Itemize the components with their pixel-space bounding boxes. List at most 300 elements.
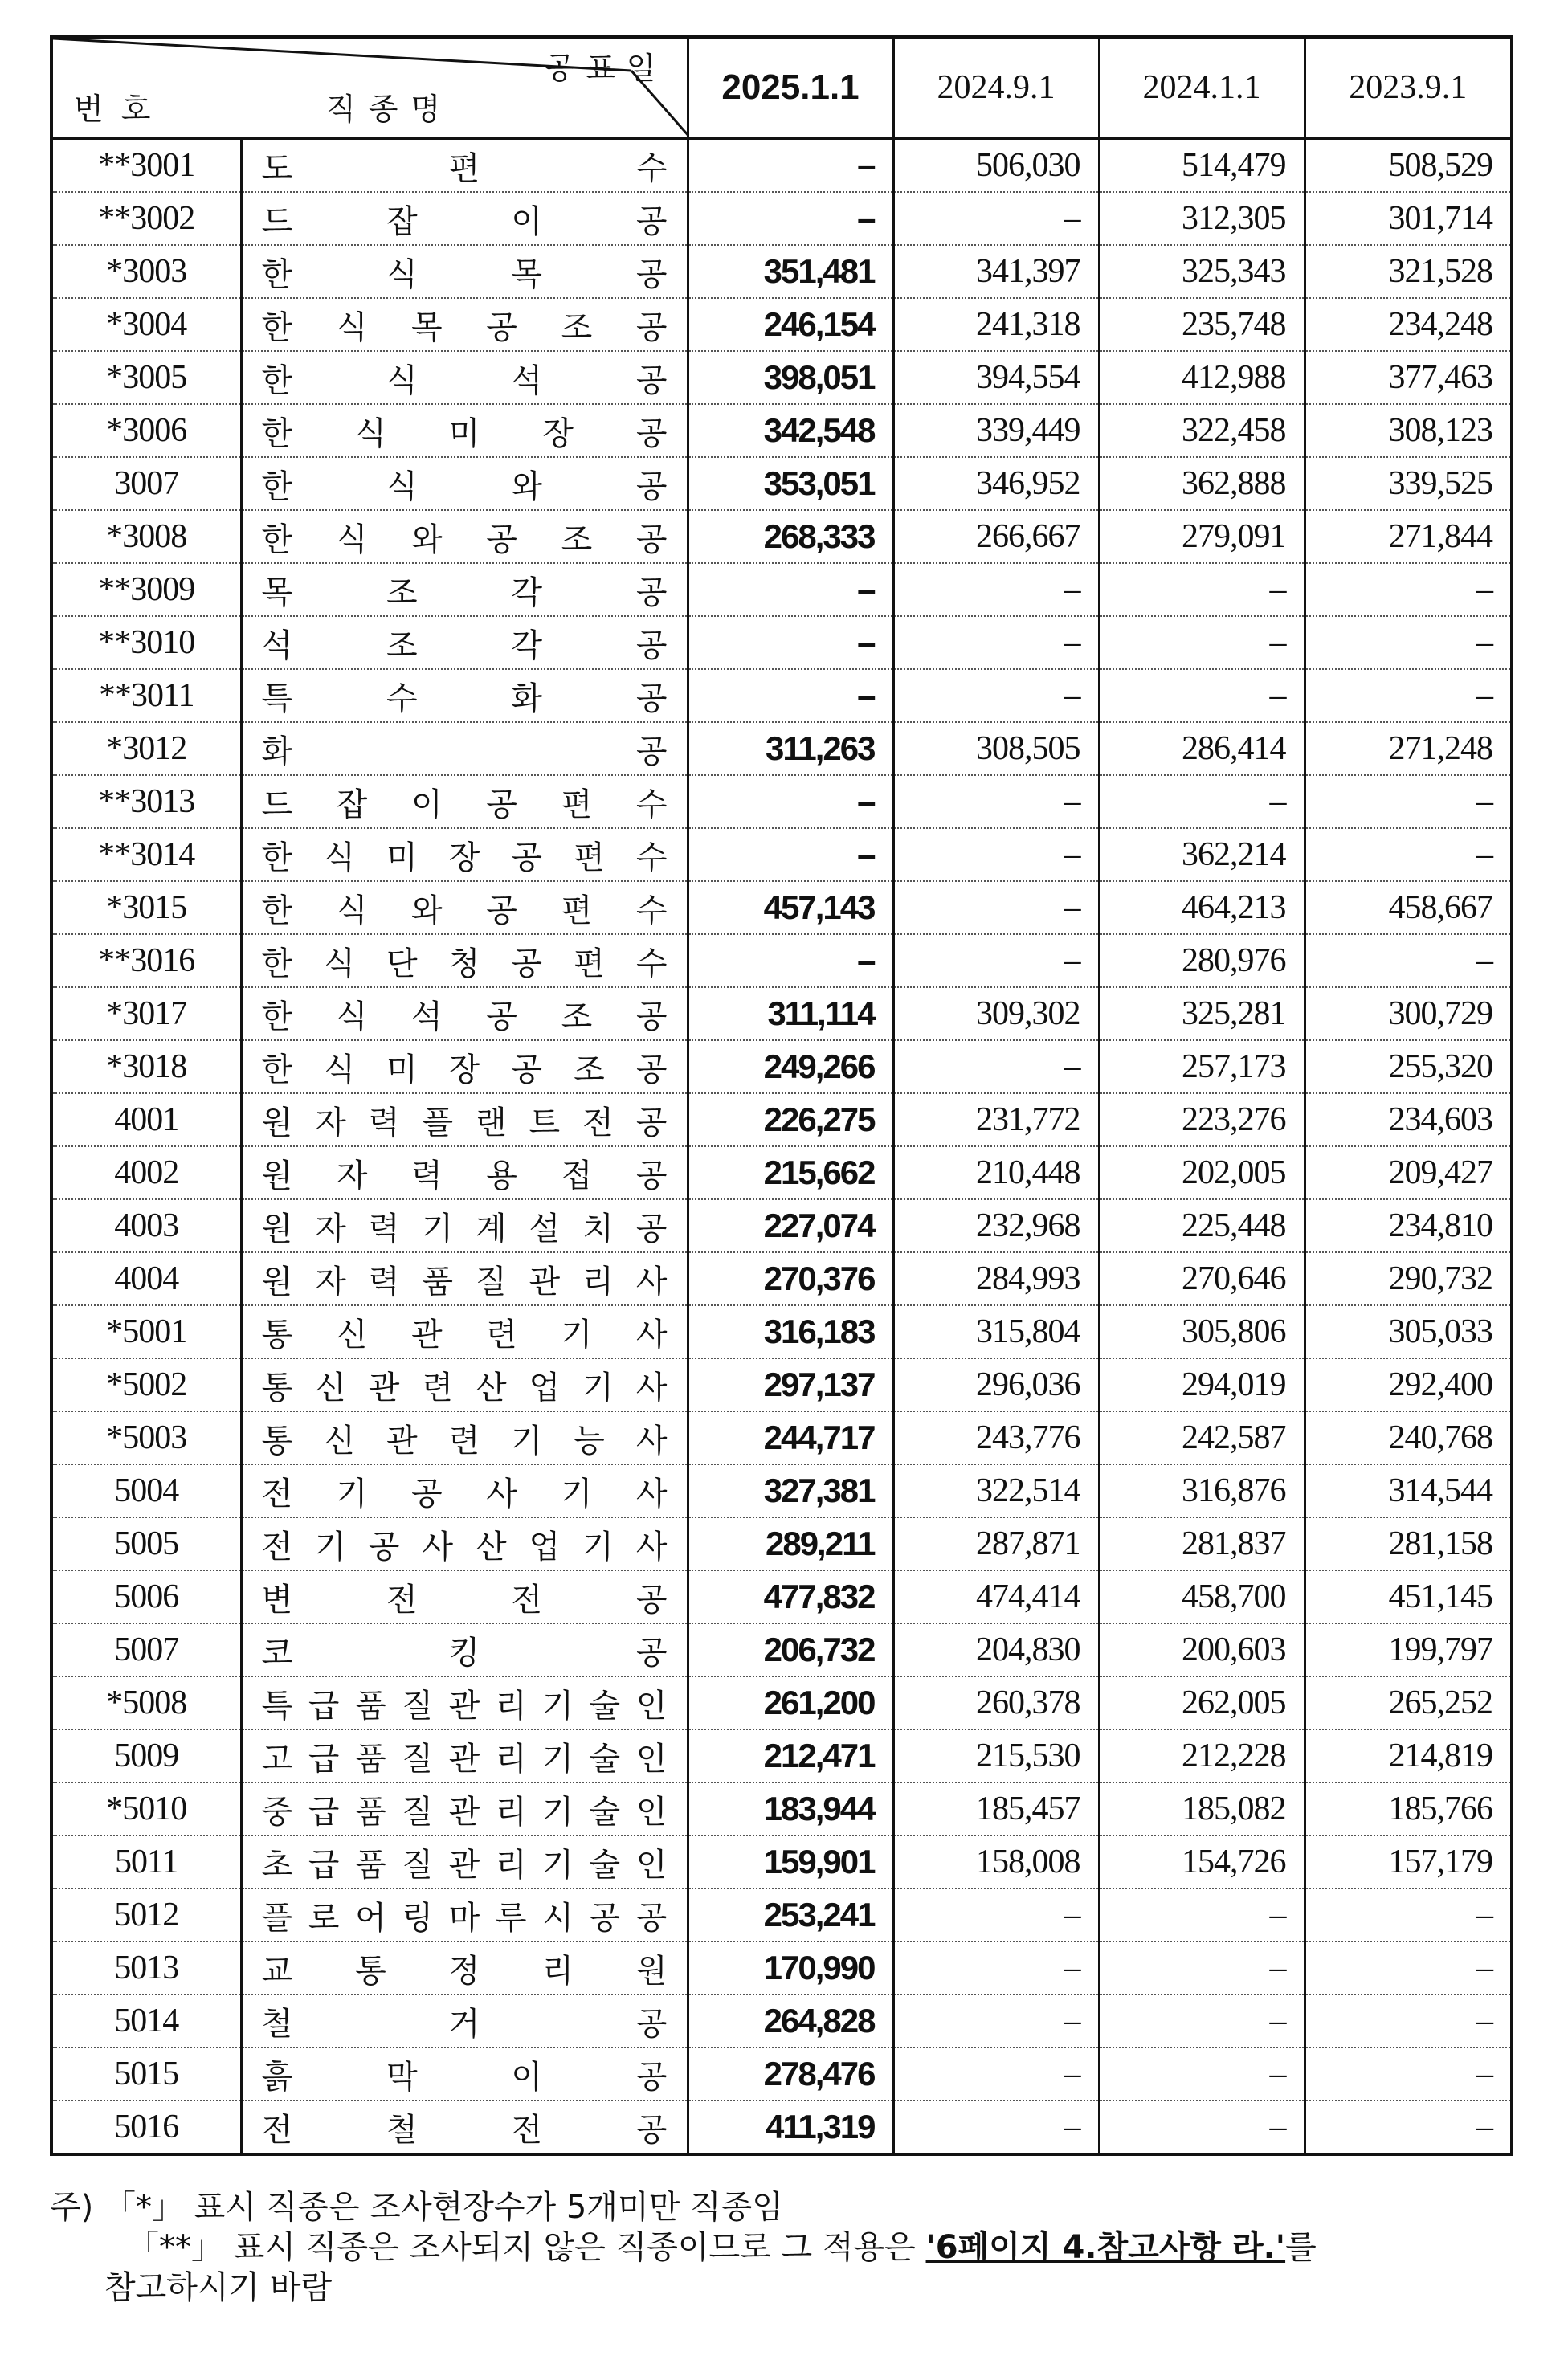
wage-value-2024-9-1: 394,554	[893, 351, 1099, 404]
table-row	[51, 1464, 1512, 1517]
table-row	[51, 1199, 1512, 1252]
wage-value-2025-1-1: 311,263	[688, 722, 893, 775]
job-name	[241, 828, 688, 881]
wage-value-2023-9-1: 308,123	[1305, 404, 1512, 457]
wage-value-2024-1-1: 185,082	[1099, 1782, 1305, 1835]
wage-value-2024-9-1: 346,952	[893, 457, 1099, 510]
job-number: 5016	[51, 2101, 241, 2154]
wage-value-2025-1-1: 289,211	[688, 1517, 893, 1570]
wage-value-2024-9-1: 185,457	[893, 1782, 1099, 1835]
job-number: *5010	[51, 1782, 241, 1835]
wage-value-2023-9-1: 451,145	[1305, 1570, 1512, 1623]
job-number: **3013	[51, 775, 241, 828]
diagonal-header-cell	[51, 37, 688, 138]
wage-value-2023-9-1: 185,766	[1305, 1782, 1512, 1835]
wage-value-2023-9-1: 292,400	[1305, 1358, 1512, 1411]
job-number: **3009	[51, 563, 241, 616]
table-row	[51, 192, 1512, 245]
wage-value-2024-9-1: 215,530	[893, 1729, 1099, 1782]
wage-value-2025-1-1: –	[688, 138, 893, 192]
job-number: 5007	[51, 1623, 241, 1676]
wage-value-2025-1-1: 215,662	[688, 1146, 893, 1199]
wage-value-2024-9-1: 260,378	[893, 1676, 1099, 1729]
job-name-text: 한 식 석 공 조 공	[261, 998, 668, 1035]
wage-value-2023-9-1: 214,819	[1305, 1729, 1512, 1782]
job-number: *3004	[51, 298, 241, 351]
wage-value-2024-1-1: –	[1099, 669, 1305, 722]
table-row	[51, 1994, 1512, 2048]
wage-value-2023-9-1: 458,667	[1305, 881, 1512, 934]
wage-value-2025-1-1: –	[688, 828, 893, 881]
footnote-line-2	[127, 2222, 1317, 2268]
wage-value-2023-9-1: –	[1305, 616, 1512, 669]
wage-value-2024-9-1: 210,448	[893, 1146, 1099, 1199]
table-body	[51, 138, 1512, 2154]
wage-value-2024-9-1: 243,776	[893, 1411, 1099, 1464]
wage-value-2024-1-1: 223,276	[1099, 1093, 1305, 1146]
wage-value-2024-9-1: 474,414	[893, 1570, 1099, 1623]
job-name-text: 원 자 력 용 접 공	[261, 1157, 668, 1194]
table-row	[51, 1623, 1512, 1676]
table-row	[51, 1941, 1512, 1994]
wage-value-2024-9-1: 284,993	[893, 1252, 1099, 1305]
wage-value-2024-1-1: 202,005	[1099, 1146, 1305, 1199]
job-number: *3018	[51, 1040, 241, 1093]
wage-value-2025-1-1: 264,828	[688, 1994, 893, 2048]
wage-value-2024-9-1: 296,036	[893, 1358, 1099, 1411]
wage-value-2024-1-1: –	[1099, 1888, 1305, 1941]
wage-value-2024-9-1: –	[893, 2048, 1099, 2101]
date-header-2023-9-1: 2023.9.1	[1305, 37, 1512, 138]
job-number: *3008	[51, 510, 241, 563]
table-row	[51, 987, 1512, 1040]
wage-value-2024-1-1: 362,214	[1099, 828, 1305, 881]
wage-value-2023-9-1: –	[1305, 1941, 1512, 1994]
wage-value-2024-1-1: 362,888	[1099, 457, 1305, 510]
job-name-text: 한 식 와 공	[261, 467, 668, 505]
job-number: **3002	[51, 192, 241, 245]
wage-value-2024-9-1: 158,008	[893, 1835, 1099, 1888]
job-name-text: 드 잡 이 공 편 수	[261, 786, 668, 823]
job-name-text: 플 로 어 링 마 루 시 공 공	[261, 1899, 668, 1937]
wage-value-2023-9-1: 234,603	[1305, 1093, 1512, 1146]
job-name-text: 한 식 목 공	[261, 255, 668, 293]
wage-value-2024-9-1: 308,505	[893, 722, 1099, 775]
wage-value-2023-9-1: 339,525	[1305, 457, 1512, 510]
wage-value-2024-9-1: –	[893, 563, 1099, 616]
wage-value-2023-9-1: 300,729	[1305, 987, 1512, 1040]
job-name-text: 원 자 력 기 계 설 치 공	[261, 1210, 668, 1247]
wage-value-2025-1-1: 477,832	[688, 1570, 893, 1623]
wage-value-2025-1-1: 212,471	[688, 1729, 893, 1782]
wage-value-2025-1-1: 244,717	[688, 1411, 893, 1464]
wage-value-2024-1-1: 286,414	[1099, 722, 1305, 775]
wage-table	[50, 35, 1513, 2156]
job-name-text: 변 전 전 공	[261, 1581, 668, 1619]
job-name	[241, 2101, 688, 2154]
table-row	[51, 510, 1512, 563]
wage-value-2025-1-1: 278,476	[688, 2048, 893, 2101]
wage-value-2024-1-1: –	[1099, 2048, 1305, 2101]
job-name	[241, 138, 688, 192]
job-name-text: 고 급 품 질 관 리 기 술 인	[261, 1740, 668, 1778]
job-number: *3015	[51, 881, 241, 934]
job-name	[241, 1994, 688, 2048]
wage-value-2023-9-1: –	[1305, 563, 1512, 616]
wage-value-2025-1-1: 268,333	[688, 510, 893, 563]
job-number: *5002	[51, 1358, 241, 1411]
footnote-line-2-tail: 를	[1285, 2229, 1317, 2266]
job-name-text: 통 신 관 련 기 능 사	[261, 1422, 668, 1460]
wage-value-2023-9-1: 377,463	[1305, 351, 1512, 404]
job-number: *3003	[51, 245, 241, 298]
job-number: 5009	[51, 1729, 241, 1782]
table-row	[51, 1358, 1512, 1411]
wage-value-2025-1-1: –	[688, 563, 893, 616]
table-row	[51, 1093, 1512, 1146]
job-name-text: 특 수 화 공	[261, 680, 668, 717]
job-name	[241, 245, 688, 298]
wage-value-2025-1-1: 411,319	[688, 2101, 893, 2154]
job-name-text: 화 공	[261, 733, 668, 770]
job-name	[241, 1888, 688, 1941]
wage-value-2024-9-1: –	[893, 616, 1099, 669]
wage-value-2024-9-1: –	[893, 1888, 1099, 1941]
job-number: *5003	[51, 1411, 241, 1464]
wage-value-2024-9-1: 232,968	[893, 1199, 1099, 1252]
wage-value-2023-9-1: 508,529	[1305, 138, 1512, 192]
wage-value-2023-9-1: 321,528	[1305, 245, 1512, 298]
wage-value-2024-1-1: 412,988	[1099, 351, 1305, 404]
wage-value-2024-1-1: –	[1099, 1941, 1305, 1994]
wage-value-2024-1-1: 225,448	[1099, 1199, 1305, 1252]
job-name-text: 초 급 품 질 관 리 기 술 인	[261, 1846, 668, 1884]
table-row	[51, 1252, 1512, 1305]
job-name	[241, 1411, 688, 1464]
job-name	[241, 616, 688, 669]
job-name	[241, 2048, 688, 2101]
job-name	[241, 457, 688, 510]
wage-value-2024-1-1: –	[1099, 616, 1305, 669]
wage-value-2023-9-1: 209,427	[1305, 1146, 1512, 1199]
footnote-line-3: 참고하시기 바람	[104, 2269, 333, 2306]
job-number: **3016	[51, 934, 241, 987]
table-row	[51, 563, 1512, 616]
wage-value-2024-1-1: 325,343	[1099, 245, 1305, 298]
job-name-text: 전 기 공 사 산 업 기 사	[261, 1528, 668, 1566]
wage-value-2024-9-1: 506,030	[893, 138, 1099, 192]
wage-value-2023-9-1: –	[1305, 934, 1512, 987]
wage-value-2025-1-1: 170,990	[688, 1941, 893, 1994]
wage-value-2025-1-1: 246,154	[688, 298, 893, 351]
job-name-text: 특 급 품 질 관 리 기 술 인	[261, 1687, 668, 1725]
wage-value-2023-9-1: 265,252	[1305, 1676, 1512, 1729]
job-name-text: 중 급 품 질 관 리 기 술 인	[261, 1793, 668, 1831]
job-name	[241, 1146, 688, 1199]
job-name	[241, 192, 688, 245]
wage-value-2025-1-1: 457,143	[688, 881, 893, 934]
job-name	[241, 1464, 688, 1517]
wage-value-2025-1-1: 270,376	[688, 1252, 893, 1305]
job-name	[241, 351, 688, 404]
table-row	[51, 1040, 1512, 1093]
job-name-text: 원 자 력 플 랜 트 전 공	[261, 1104, 668, 1141]
job-number: **3001	[51, 138, 241, 192]
table-row	[51, 669, 1512, 722]
wage-value-2024-9-1: 241,318	[893, 298, 1099, 351]
job-name-text: 원 자 력 품 질 관 리 사	[261, 1263, 668, 1300]
wage-value-2024-9-1: –	[893, 1040, 1099, 1093]
wage-value-2025-1-1: 316,183	[688, 1305, 893, 1358]
table-row	[51, 1835, 1512, 1888]
wage-value-2024-9-1: 204,830	[893, 1623, 1099, 1676]
wage-value-2025-1-1: 206,732	[688, 1623, 893, 1676]
wage-value-2024-1-1: 316,876	[1099, 1464, 1305, 1517]
job-number: 5011	[51, 1835, 241, 1888]
wage-value-2024-1-1: 281,837	[1099, 1517, 1305, 1570]
wage-value-2025-1-1: 327,381	[688, 1464, 893, 1517]
table-row	[51, 934, 1512, 987]
table-row	[51, 404, 1512, 457]
wage-value-2023-9-1: 240,768	[1305, 1411, 1512, 1464]
table-row	[51, 351, 1512, 404]
wage-value-2023-9-1: –	[1305, 2048, 1512, 2101]
wage-value-2024-1-1: –	[1099, 775, 1305, 828]
job-name	[241, 1093, 688, 1146]
job-name-text: 흙 막 이 공	[261, 2058, 668, 2096]
wage-value-2023-9-1: 255,320	[1305, 1040, 1512, 1093]
job-name	[241, 510, 688, 563]
wage-value-2024-1-1: 312,305	[1099, 192, 1305, 245]
table-row	[51, 1888, 1512, 1941]
job-name-text: 코 킹 공	[261, 1634, 668, 1672]
job-number: *3017	[51, 987, 241, 1040]
wage-value-2023-9-1: 157,179	[1305, 1835, 1512, 1888]
wage-value-2025-1-1: –	[688, 934, 893, 987]
wage-value-2024-1-1: 514,479	[1099, 138, 1305, 192]
job-number: 5012	[51, 1888, 241, 1941]
wage-value-2024-1-1: 458,700	[1099, 1570, 1305, 1623]
wage-value-2024-9-1: –	[893, 1994, 1099, 2048]
wage-value-2025-1-1: 226,275	[688, 1093, 893, 1146]
job-name	[241, 775, 688, 828]
table-row	[51, 1146, 1512, 1199]
wage-value-2024-9-1: 231,772	[893, 1093, 1099, 1146]
wage-value-2023-9-1: 281,158	[1305, 1517, 1512, 1570]
date-header-2024-9-1: 2024.9.1	[893, 37, 1099, 138]
wage-value-2025-1-1: 249,266	[688, 1040, 893, 1093]
wage-value-2024-9-1: –	[893, 192, 1099, 245]
job-number: 4001	[51, 1093, 241, 1146]
job-number: **3011	[51, 669, 241, 722]
footnote-line-2-text: 「**」 표시 직종은 조사되지 않은 직종이므로 그 적용은	[127, 2229, 926, 2266]
table-row	[51, 881, 1512, 934]
job-number: *5008	[51, 1676, 241, 1729]
wage-value-2024-1-1: 262,005	[1099, 1676, 1305, 1729]
job-name	[241, 669, 688, 722]
job-name	[241, 881, 688, 934]
wage-value-2024-9-1: 341,397	[893, 245, 1099, 298]
job-name	[241, 1623, 688, 1676]
table-row	[51, 1305, 1512, 1358]
wage-value-2024-9-1: –	[893, 881, 1099, 934]
wage-value-2024-1-1: –	[1099, 2101, 1305, 2154]
wage-value-2025-1-1: 159,901	[688, 1835, 893, 1888]
job-number: 4004	[51, 1252, 241, 1305]
job-name-text: 전 철 전 공	[261, 2111, 668, 2149]
job-name	[241, 1570, 688, 1623]
job-name-text: 한 식 미 장 공	[261, 414, 668, 452]
wage-value-2024-1-1: 212,228	[1099, 1729, 1305, 1782]
wage-value-2025-1-1: 253,241	[688, 1888, 893, 1941]
wage-value-2023-9-1: 199,797	[1305, 1623, 1512, 1676]
job-name-text: 한 식 단 청 공 편 수	[261, 945, 668, 982]
wage-value-2025-1-1: 183,944	[688, 1782, 893, 1835]
wage-value-2024-9-1: –	[893, 669, 1099, 722]
wage-value-2023-9-1: –	[1305, 828, 1512, 881]
wage-value-2024-9-1: –	[893, 1941, 1099, 1994]
job-number: 5006	[51, 1570, 241, 1623]
wage-value-2024-9-1: 309,302	[893, 987, 1099, 1040]
job-name-text: 목 조 각 공	[261, 574, 668, 611]
wage-value-2025-1-1: 261,200	[688, 1676, 893, 1729]
wage-value-2025-1-1: 297,137	[688, 1358, 893, 1411]
wage-value-2023-9-1: –	[1305, 669, 1512, 722]
wage-value-2024-1-1: –	[1099, 1994, 1305, 2048]
job-name-text: 한 식 미 장 공 조 공	[261, 1051, 668, 1088]
job-name	[241, 1729, 688, 1782]
footnote-reference: '6페이지 4.참고사항 라.'	[925, 2229, 1286, 2266]
job-number: 5013	[51, 1941, 241, 1994]
date-header-2024-1-1: 2024.1.1	[1099, 37, 1305, 138]
wage-value-2025-1-1: –	[688, 669, 893, 722]
job-name-text: 한 식 목 공 조 공	[261, 308, 668, 346]
table-row	[51, 2048, 1512, 2101]
wage-value-2024-1-1: 270,646	[1099, 1252, 1305, 1305]
wage-value-2025-1-1: 398,051	[688, 351, 893, 404]
job-name-text: 한 식 미 장 공 편 수	[261, 839, 668, 876]
wage-value-2024-9-1: –	[893, 934, 1099, 987]
wage-value-2024-9-1: –	[893, 2101, 1099, 2154]
wage-value-2025-1-1: –	[688, 616, 893, 669]
job-name	[241, 1199, 688, 1252]
job-name	[241, 1517, 688, 1570]
table-row	[51, 1782, 1512, 1835]
wage-value-2023-9-1: –	[1305, 1994, 1512, 2048]
table-row	[51, 722, 1512, 775]
wage-value-2023-9-1: 234,248	[1305, 298, 1512, 351]
job-name	[241, 1040, 688, 1093]
table-row	[51, 298, 1512, 351]
job-number: 5014	[51, 1994, 241, 2048]
job-name-text: 전 기 공 사 기 사	[261, 1475, 668, 1513]
table-row	[51, 245, 1512, 298]
wage-value-2024-9-1: 266,667	[893, 510, 1099, 563]
job-number: *3006	[51, 404, 241, 457]
announce-date-label: 공표일	[545, 51, 668, 86]
wage-value-2024-1-1: 279,091	[1099, 510, 1305, 563]
wage-value-2024-9-1: 322,514	[893, 1464, 1099, 1517]
wage-value-2025-1-1: 353,051	[688, 457, 893, 510]
job-name-text: 석 조 각 공	[261, 627, 668, 664]
wage-value-2023-9-1: –	[1305, 775, 1512, 828]
job-name	[241, 298, 688, 351]
wage-value-2024-1-1: 154,726	[1099, 1835, 1305, 1888]
wage-value-2024-1-1: 242,587	[1099, 1411, 1305, 1464]
wage-value-2024-9-1: 339,449	[893, 404, 1099, 457]
job-name-text: 철 거 공	[261, 2005, 668, 2043]
wage-value-2025-1-1: –	[688, 775, 893, 828]
job-name	[241, 404, 688, 457]
wage-value-2024-1-1: 305,806	[1099, 1305, 1305, 1358]
table-header-row	[51, 37, 1512, 138]
table-row	[51, 1517, 1512, 1570]
job-name-text: 드 잡 이 공	[261, 202, 668, 240]
wage-value-2024-9-1: –	[893, 775, 1099, 828]
wage-value-2023-9-1: 271,248	[1305, 722, 1512, 775]
number-label: 번호	[74, 92, 169, 127]
job-name-text: 한 식 와 공 조 공	[261, 521, 668, 558]
table-row	[51, 1570, 1512, 1623]
footnote-line-1: 주) 「*」 표시 직종은 조사현장수가 5개미만 직종임	[50, 2189, 783, 2226]
wage-value-2023-9-1: 271,844	[1305, 510, 1512, 563]
job-name	[241, 934, 688, 987]
wage-value-2024-9-1: –	[893, 828, 1099, 881]
job-number: **3014	[51, 828, 241, 881]
job-number: 3007	[51, 457, 241, 510]
job-name	[241, 1782, 688, 1835]
wage-value-2025-1-1: 227,074	[688, 1199, 893, 1252]
wage-value-2025-1-1: –	[688, 192, 893, 245]
job-number: *5001	[51, 1305, 241, 1358]
job-name-text: 도 편 수	[261, 149, 668, 187]
job-name	[241, 1305, 688, 1358]
wage-value-2025-1-1: 311,114	[688, 987, 893, 1040]
job-number: 5015	[51, 2048, 241, 2101]
table-row	[51, 2101, 1512, 2154]
wage-value-2024-1-1: –	[1099, 563, 1305, 616]
job-name	[241, 722, 688, 775]
wage-value-2025-1-1: 351,481	[688, 245, 893, 298]
wage-value-2024-1-1: 235,748	[1099, 298, 1305, 351]
job-name	[241, 563, 688, 616]
wage-value-2023-9-1: 314,544	[1305, 1464, 1512, 1517]
job-name-text: 교 통 정 리 원	[261, 1952, 668, 1990]
job-name-text: 한 식 와 공 편 수	[261, 892, 668, 929]
wage-table-container	[50, 35, 1510, 2156]
job-number: *3005	[51, 351, 241, 404]
wage-value-2024-1-1: 325,281	[1099, 987, 1305, 1040]
wage-value-2024-1-1: 257,173	[1099, 1040, 1305, 1093]
table-row	[51, 775, 1512, 828]
wage-value-2024-1-1: 280,976	[1099, 934, 1305, 987]
wage-value-2023-9-1: 301,714	[1305, 192, 1512, 245]
table-row	[51, 1411, 1512, 1464]
job-number: *3012	[51, 722, 241, 775]
table-row	[51, 138, 1512, 192]
wage-value-2024-1-1: 294,019	[1099, 1358, 1305, 1411]
wage-value-2024-1-1: 322,458	[1099, 404, 1305, 457]
table-row	[51, 1676, 1512, 1729]
job-name	[241, 987, 688, 1040]
job-name	[241, 1358, 688, 1411]
table-row	[51, 457, 1512, 510]
job-number: 4003	[51, 1199, 241, 1252]
job-name-label: 직종명	[326, 92, 454, 127]
job-name	[241, 1835, 688, 1888]
job-number: 5005	[51, 1517, 241, 1570]
job-number: **3010	[51, 616, 241, 669]
